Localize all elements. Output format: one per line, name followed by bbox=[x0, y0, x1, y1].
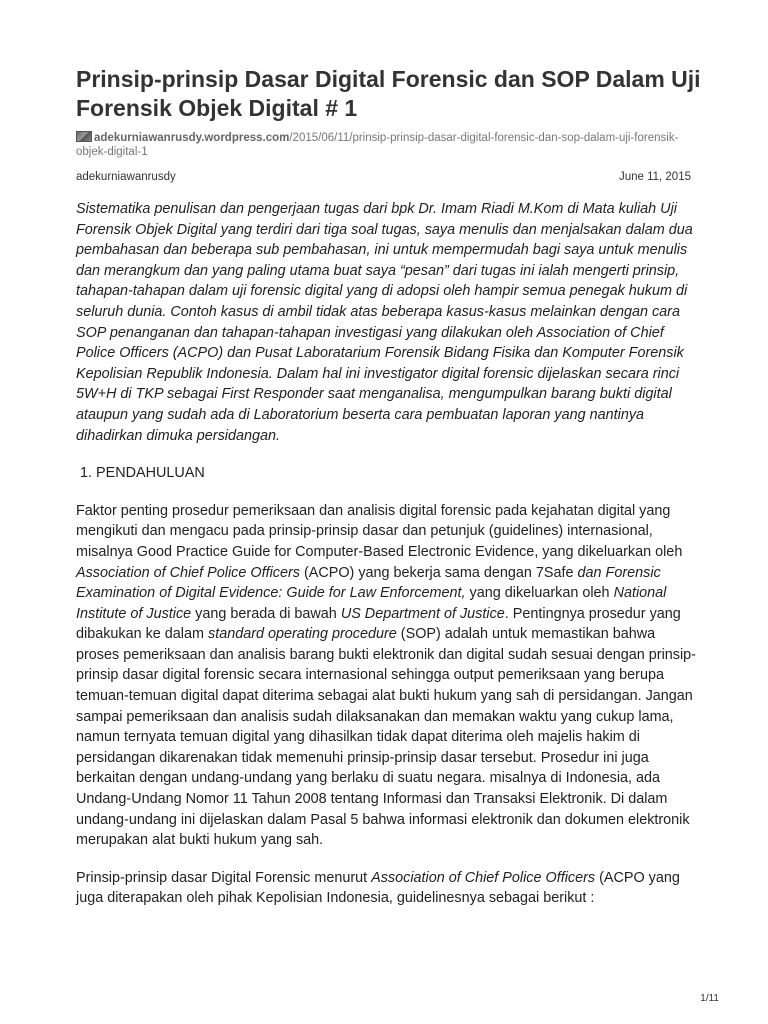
body-paragraph-2 bbox=[76, 868, 698, 909]
article-body bbox=[76, 199, 698, 909]
post-date: June 11, 2015 bbox=[618, 171, 691, 183]
section-heading: 1. PENDAHULUAN bbox=[80, 465, 205, 482]
intro-paragraph: Sistematika penulisan dan pengerjaan tugas dari bpk Dr. Imam Riadi M.Kom di Mata kuliah Uji Forensik Objek Digital yang terdiri dari tiga soal tugas, saya menulis dan menjalsakan dalam dua pembahasan dan beberapa sub pembahasan, ini untuk mempermudah bagi saya untuk menulis dan merangkum dan yang paling utama buat saya “pesan” dari tugas ini ialah mengerti prinsip, tahapan-tahapan dalam uji forensic digital yang di adopsi oleh hampir semua penegak hukum di seluruh dunia. Contoh kasus di ambil tidak atas beberapa kasus-kasus melainkan dengan cara SOP penanganan dan tahapan-tahapan investigasi yang dilakukan oleh Association of Chief Police Officers (ACPO) dan Pusat Laboratarium Forensik Bidang Fisika dan Komputer Forensik Kepolisian Republik Indonesia. Dalam hal ini investigator digital forensic dijelaskan secara rinci 5W+H di TKP sebagai First Responder saat menganalisa, mengumpulkan barang bukti digital ataupun yang sudah ada di Laboratorium beserta cara pembuatan laporan yang nantinya dihadirkan dimuka persidangan. bbox=[76, 201, 693, 444]
emphasis-run: Association of Chief Police Officers bbox=[76, 564, 300, 581]
source-domain[interactable]: adekurniawanrusdy.wordpress.com bbox=[94, 132, 290, 144]
emphasis-run: standard operating procedure bbox=[208, 626, 397, 643]
text-run: yang dikeluarkan oleh bbox=[465, 585, 614, 602]
text-run: Faktor penting prosedur pemeriksaan dan analisis digital forensic pada kejahatan digital yang mengikuti dan mengacu pada prinsip-prinsip dasar dan petunjuk (guidelines) internasional, misalnya Good Practice Guide for Computer-Based Electronic Evidence, yang dikeluarkan oleh bbox=[76, 502, 683, 560]
source-path[interactable]: /2015/06/11/prinsip-prinsip-dasar-digital-forensic-dan-sop-dalam-uji-forensik-objek-digital-1 bbox=[76, 132, 679, 158]
emphasis-run: dan Forensic Examination of Digital Evidence: Guide for Law Enforcement, bbox=[76, 564, 661, 602]
emphasis-run: National Institute of Justice bbox=[76, 585, 667, 622]
source-url[interactable] bbox=[76, 131, 696, 159]
text-run: Prinsip-prinsip dasar Digital Forensic menurut bbox=[76, 869, 372, 886]
document-title: Prinsip-prinsip Dasar Digital Forensic dan SOP Dalam Uji Forensik Objek Digital # 1 bbox=[76, 66, 701, 121]
emphasis-run: US Department of Justice bbox=[340, 605, 505, 622]
text-run: yang berada di bawah bbox=[191, 605, 341, 622]
text-run: (SOP) adalah untuk memastikan bahwa proses pemeriksaan dan analisis barang bukti elektronik dan digital sudah sesuai dengan prinsip-prinsip dasar digital forensic secara internasional sehingga output pemeriksaan yang berupa temuan-temuan digital dapat diterima sebagai alat bukti hukum yang sah di persidangan. Jangan sampai pemeriksaan dan analisis sudah dilaksanakan dan memakan waktu yang cukup lama, namun ternyata temuan digital yang dihasilkan tidak dapat diterima oleh majelis hakim di persidangan dikarenakan tidak memenuhi prinsip-prinsip dasar tersebut. Prosedur ini juga berkaitan dengan undang-undang yang berlaku di suatu negara. misalnya di Indonesia, ada Undang-Undang Nomor 11 Tahun 2008 tentang Informasi dan Transaksi Elektronik. Di dalam undang-undang ini dijelaskan dalam Pasal 5 bahwa informasi elektronik dan dokumen elektronik merupakan alat bukti hukum yang sah. bbox=[76, 626, 696, 849]
text-run: . Pentingnya prosedur yang dibakukan ke dalam bbox=[76, 605, 681, 643]
text-run: (ACPO yang juga diterapakan oleh pihak Kepolisian Indonesia, guidelinesnya sebagai berikut : bbox=[76, 869, 680, 907]
text-run: (ACPO) yang bekerja sama dengan 7Safe bbox=[299, 564, 578, 581]
site-favicon-icon bbox=[76, 131, 92, 142]
page-number: 1/11 bbox=[700, 993, 719, 1004]
body-paragraph-1 bbox=[76, 501, 698, 851]
emphasis-run: Association of Chief Police Officers bbox=[371, 869, 596, 886]
post-author: adekurniawanrusdy bbox=[76, 171, 176, 183]
